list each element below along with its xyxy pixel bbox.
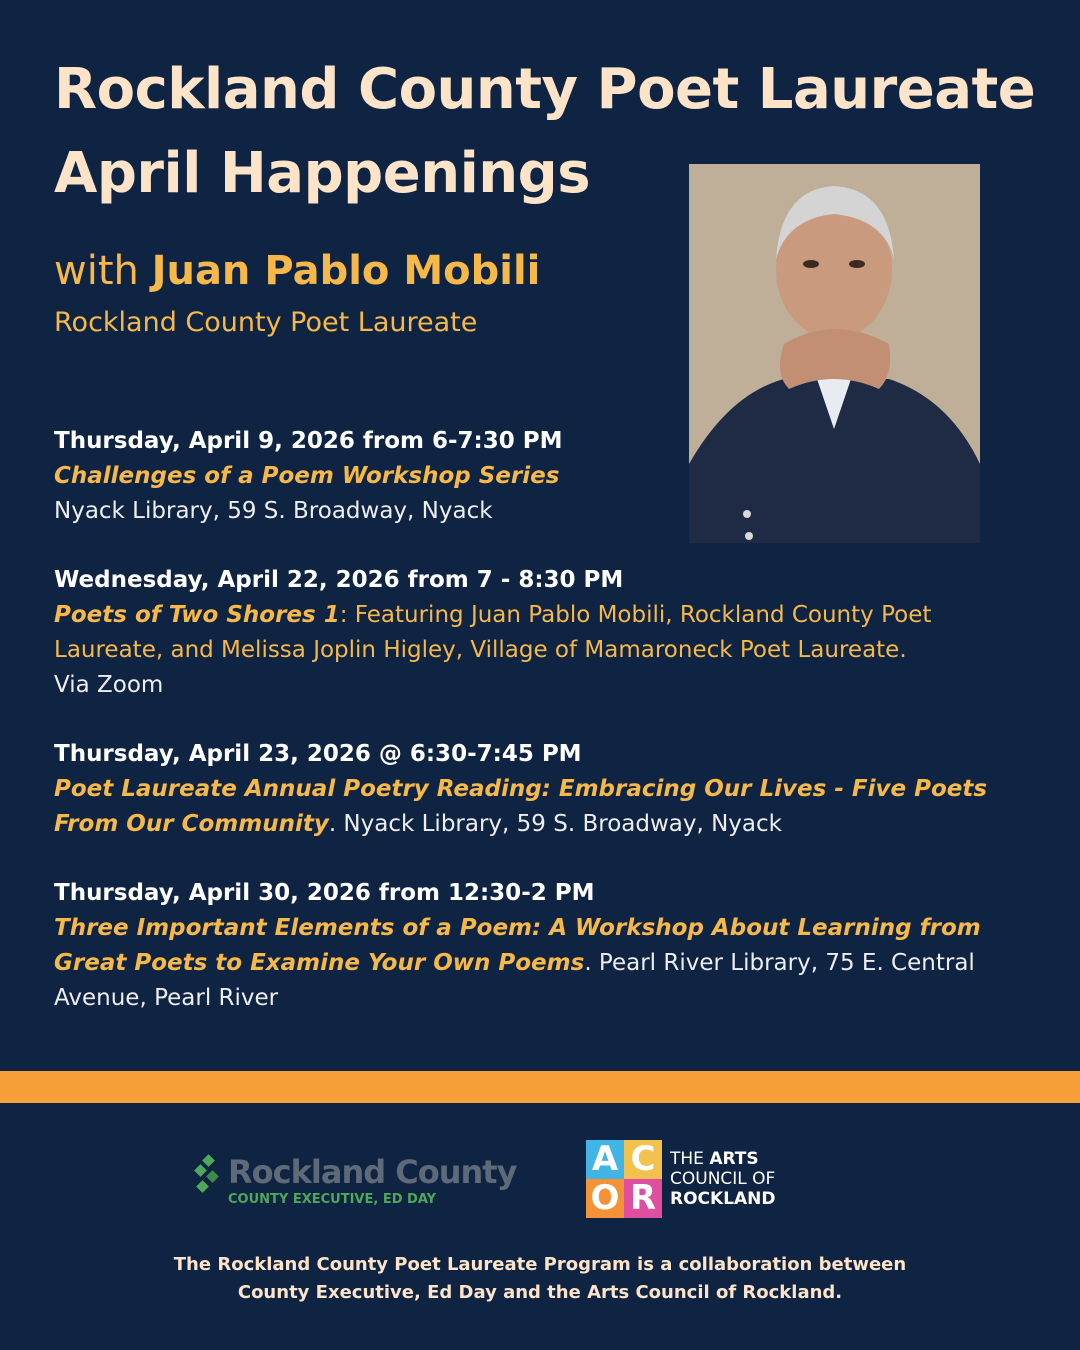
rockland-diamond-icon bbox=[190, 1154, 224, 1200]
poet-name: Juan Pablo Mobili bbox=[151, 248, 541, 294]
event-location: . Nyack Library, 59 S. Broadway, Nyack bbox=[328, 811, 782, 837]
acor-letter: R bbox=[624, 1179, 662, 1218]
event-title: Three Important Elements of a Poem: A Workshop About Learning from Great Poets to Examine Your Own Poems bbox=[54, 915, 981, 976]
event-date: Wednesday, April 22, 2026 from 7 - 8:30 PM bbox=[54, 567, 624, 593]
title-line-2: April Happenings bbox=[54, 141, 591, 206]
rockland-logo-tagline: COUNTY EXECUTIVE, ED DAY bbox=[228, 1192, 437, 1207]
event-date: Thursday, April 23, 2026 @ 6:30-7:45 PM bbox=[54, 741, 582, 767]
event-location: . Pearl River Library, 75 E. Central Avenue, Pearl River bbox=[54, 950, 975, 1011]
event-title: Poet Laureate Annual Poetry Reading: Embracing Our Lives - Five Poets From Our Community bbox=[54, 776, 988, 837]
acor-letter: A bbox=[586, 1140, 624, 1179]
title-line-1: Rockland County Poet Laureate bbox=[54, 57, 1036, 122]
acor-logo bbox=[586, 1140, 662, 1218]
footer-note bbox=[60, 1251, 1020, 1307]
arts-line-3: ROCKLAND bbox=[670, 1189, 776, 1209]
footer-line-2: County Executive, Ed Day and the Arts Council of Rockland. bbox=[237, 1282, 843, 1303]
event-location: Via Zoom bbox=[54, 672, 164, 698]
event-item bbox=[54, 424, 1044, 529]
arts-line-1a: THE bbox=[670, 1149, 710, 1169]
event-title: Challenges of a Poem Workshop Series bbox=[54, 463, 560, 489]
event-date: Thursday, April 9, 2026 from 6-7:30 PM bbox=[54, 428, 563, 454]
event-date: Thursday, April 30, 2026 from 12:30-2 PM bbox=[54, 880, 595, 906]
event-item bbox=[54, 737, 1044, 842]
acor-letter: C bbox=[624, 1140, 662, 1179]
footer-line-1: The Rockland County Poet Laureate Program is a collaboration between bbox=[173, 1254, 907, 1275]
arts-line-1b: ARTS bbox=[709, 1149, 759, 1169]
event-item bbox=[54, 876, 1044, 1016]
poet-role: Rockland County Poet Laureate bbox=[54, 307, 478, 338]
arts-line-2: COUNCIL OF bbox=[670, 1169, 776, 1189]
poet-heading bbox=[54, 244, 540, 298]
event-item bbox=[54, 563, 1044, 703]
rockland-logo-name: Rockland County bbox=[228, 1153, 517, 1191]
rockland-county-logo bbox=[190, 1152, 530, 1210]
event-detail: : Featuring Juan Pablo Mobili, Rockland County Poet Laureate, and Melissa Joplin Higley, Village of Mamaroneck Poet Laureate. bbox=[54, 602, 932, 663]
acor-letter: O bbox=[586, 1179, 624, 1218]
events-list bbox=[54, 424, 1044, 1050]
event-location: Nyack Library, 59 S. Broadway, Nyack bbox=[54, 498, 493, 524]
event-title: Poets of Two Shores 1 bbox=[54, 602, 340, 628]
arts-council-name bbox=[670, 1149, 776, 1209]
with-prefix: with bbox=[54, 248, 152, 294]
divider-bar bbox=[0, 1071, 1080, 1103]
